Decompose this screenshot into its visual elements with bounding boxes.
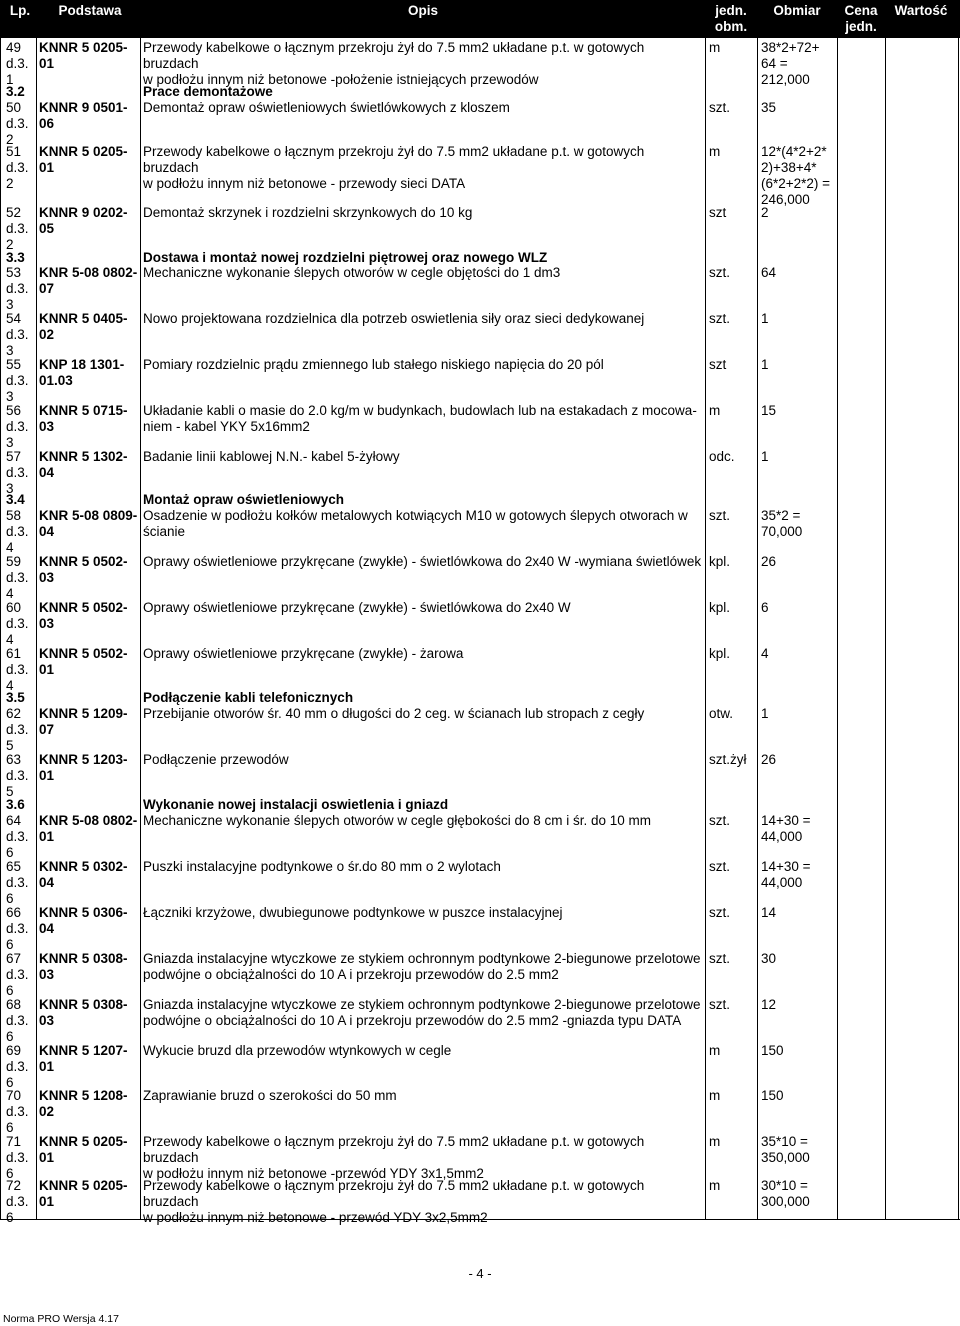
row-description: Przewody kabelkowe o łącznym przekroju żył do 7.5 mm2 układane p.t. w gotowych bruzdach w podłożu innym niż betonowe - przewody sieci DATA [143,144,645,191]
row-unit: otw. [709,706,734,721]
row-basis: KNNR 5 0308- 03 [39,951,128,982]
row-number: 54 d.3. 3 [6,311,29,358]
footer-software: Norma PRO Wersja 4.17 [3,1313,119,1325]
row-quantity: 35*10 = 350,000 [761,1134,810,1165]
grid-line [705,38,706,1219]
row-unit: szt. [709,905,731,920]
row-quantity: 1 [761,311,769,326]
header-podstawa: Podstawa [58,3,122,18]
row-number: 49 d.3. 1 [6,40,29,87]
row-unit: m [709,1043,721,1058]
row-description: Wykucie bruzd dla przewodów wtynkowych w cegle [143,1043,452,1058]
row-basis: KNR 5-08 0809- 04 [39,508,138,539]
row-number: 67 d.3. 6 [6,951,29,998]
section-title: Dostawa i montaż nowej rozdzielni piętrowej oraz nowego WLZ [143,250,548,265]
section-number: 3.5 [6,690,25,705]
row-number: 69 d.3. 6 [6,1043,29,1090]
header-obmiar: Obmiar [773,3,821,18]
row-basis: KNR 5-08 0802- 07 [39,265,138,296]
row-basis: KNNR 5 0502- 01 [39,646,128,677]
row-number: 63 d.3. 5 [6,752,29,799]
row-unit: szt. [709,265,731,280]
row-quantity: 30 [761,951,777,966]
row-description: Pomiary rozdzielnic prądu zmiennego lub stałego niskiego napięcia do 20 pól [143,357,604,372]
header-jedn-obm: jedn. obm. [714,3,748,34]
row-quantity: 26 [761,554,777,569]
row-unit: szt [709,357,727,372]
row-quantity: 1 [761,449,769,464]
row-unit: szt. [709,997,731,1012]
row-unit: m [709,1178,721,1193]
row-basis: KNP 18 1301- 01.03 [39,357,125,388]
header-lp: Lp. [9,3,31,18]
row-number: 56 d.3. 3 [6,403,29,450]
row-basis: KNNR 5 1207- 01 [39,1043,128,1074]
row-unit: m [709,1088,721,1103]
row-number: 53 d.3. 3 [6,265,29,312]
row-description: Łączniki krzyżowe, dwubiegunowe podtynkowe w puszce instalacyjnej [143,905,563,920]
row-quantity: 14 [761,905,777,920]
row-unit: m [709,403,721,418]
row-basis: KNNR 5 0205- 01 [39,144,128,175]
row-description: Puszki instalacyjne podtynkowe o śr.do 80 mm o 2 wylotach [143,859,501,874]
section-title: Montaż opraw oświetleniowych [143,492,345,507]
row-unit: odc. [709,449,735,464]
row-basis: KNNR 5 0308- 03 [39,997,128,1028]
row-basis: KNNR 5 0502- 03 [39,554,128,585]
row-description: Przewody kabelkowe o łącznym przekroju żył do 7.5 mm2 układane p.t. w gotowych bruzdach w podłożu innym niż betonowe - przewód YDY 3x2,5mm2 [143,1178,645,1225]
row-quantity: 14+30 = 44,000 [761,859,811,890]
row-description: Demontaż opraw oświetleniowych świetlówkowych z kloszem [143,100,510,115]
row-number: 50 d.3. 2 [6,100,29,147]
row-unit: szt. [709,859,731,874]
section-number: 3.2 [6,84,25,99]
row-unit: m [709,144,721,159]
row-unit: szt.żył [709,752,747,767]
row-description: Podłączenie przewodów [143,752,289,767]
row-description: Przewody kabelkowe o łącznym przekroju żył do 7.5 mm2 układane p.t. w gotowych bruzdach w podłożu innym niż betonowe -przewód YDY 3x1,5mm2 [143,1134,645,1181]
row-basis: KNNR 5 1208- 02 [39,1088,128,1119]
row-unit: szt. [709,951,731,966]
row-basis: KNNR 5 0302- 04 [39,859,128,890]
row-quantity: 35 [761,100,777,115]
row-number: 65 d.3. 6 [6,859,29,906]
row-quantity: 64 [761,265,777,280]
row-basis: KNNR 5 0502- 03 [39,600,128,631]
row-number: 66 d.3. 6 [6,905,29,952]
section-number: 3.4 [6,492,25,507]
row-number: 61 d.3. 4 [6,646,29,693]
section-number: 3.6 [6,797,25,812]
row-quantity: 35*2 = 70,000 [761,508,803,539]
row-description: Przebijanie otworów śr. 40 mm o długości do 2 ceg. w ścianach lub stropach z cegły [143,706,645,721]
row-description: Zaprawianie bruzd o szerokości do 50 mm [143,1088,397,1103]
row-basis: KNR 5-08 0802- 01 [39,813,138,844]
row-basis: KNNR 5 1203- 01 [39,752,128,783]
row-quantity: 14+30 = 44,000 [761,813,811,844]
row-number: 52 d.3. 2 [6,205,29,252]
grid-line [36,38,37,1219]
row-basis: KNNR 5 0405- 02 [39,311,128,342]
section-title: Podłączenie kabli telefonicznych [143,690,354,705]
row-quantity: 38*2+72+ 64 = 212,000 [761,40,820,87]
row-number: 58 d.3. 4 [6,508,29,555]
row-description: Mechaniczne wykonanie ślepych otworów w cegle głębokości do 8 cm i śr. do 10 mm [143,813,651,828]
row-description: Nowo projektowana rozdzielnica dla potrzeb oswietlenia siły oraz sieci dedykowanej [143,311,645,326]
row-basis: KNNR 5 0205- 01 [39,1134,128,1165]
row-number: 57 d.3. 3 [6,449,29,496]
row-basis: KNNR 5 1209- 07 [39,706,128,737]
row-description: Oprawy oświetleniowe przykręcane (zwykłe) - żarowa [143,646,464,661]
row-unit: szt. [709,813,731,828]
row-quantity: 2 [761,205,769,220]
row-unit: m [709,1134,721,1149]
grid-line [0,38,1,1219]
row-basis: KNNR 5 0306- 04 [39,905,128,936]
row-basis: KNNR 5 1302- 04 [39,449,128,480]
row-unit: m [709,40,721,55]
table-header [0,0,960,38]
row-number: 71 d.3. 6 [6,1134,29,1181]
row-number: 60 d.3. 4 [6,600,29,647]
row-description: Układanie kabli o masie do 2.0 kg/m w budynkach, budowlach lub na estakadach z mocowa- niem - kabel YKY 5x16mm2 [143,403,697,434]
row-number: 68 d.3. 6 [6,997,29,1044]
row-unit: szt. [709,508,731,523]
row-unit: kpl. [709,646,731,661]
row-unit: szt. [709,100,731,115]
row-basis: KNNR 5 0715- 03 [39,403,128,434]
row-quantity: 1 [761,357,769,372]
header-opis: Opis [407,3,438,18]
row-description: Przewody kabelkowe o łącznym przekroju żył do 7.5 mm2 układane p.t. w gotowych bruzdach w podłożu innym niż betonowe -położenie istniejących przewodów [143,40,645,87]
row-description: Mechaniczne wykonanie ślepych otworów w cegle objętości do 1 dm3 [143,265,561,280]
grid-line [140,38,141,1219]
section-title: Wykonanie nowej instalacji oswietlenia i gniazd [143,797,449,812]
grid-line [958,38,959,1219]
section-title: Prace demontażowe [143,84,273,99]
row-number: 62 d.3. 5 [6,706,29,753]
row-quantity: 6 [761,600,769,615]
row-description: Gniazda instalacyjne wtyczkowe ze stykiem ochronnym podtynkowe 2-biegunowe przelotowe podwójne o obciążalności do 10 A i przekroju przewodów do 2.5 mm2 [143,951,701,982]
row-number: 59 d.3. 4 [6,554,29,601]
header-cena: Cena jedn. [844,3,878,34]
row-description: Oprawy oświetleniowe przykręcane (zwykłe) - świetlówkowa do 2x40 W -wymiana świetlówek [143,554,702,569]
row-number: 55 d.3. 3 [6,357,29,404]
grid-line [885,38,886,1219]
row-unit: szt [709,205,727,220]
row-quantity: 26 [761,752,777,767]
row-number: 70 d.3. 6 [6,1088,29,1135]
row-quantity: 4 [761,646,769,661]
row-quantity: 12 [761,997,777,1012]
row-quantity: 150 [761,1088,784,1103]
row-quantity: 1 [761,706,769,721]
header-wartosc: Wartość [894,3,948,18]
row-number: 51 d.3. 2 [6,144,29,191]
row-basis: KNNR 9 0501- 06 [39,100,128,131]
row-unit: kpl. [709,600,731,615]
page-number: - 4 - [468,1266,492,1281]
row-quantity: 12*(4*2+2* 2)+38+4* (6*2+2*2) = 246,000 [761,144,831,207]
section-number: 3.3 [6,250,25,265]
row-description: Osadzenie w podłożu kołków metalowych kotwiących M10 w gotowych ślepych otworach w ścianie [143,508,688,539]
row-basis: KNNR 9 0202- 05 [39,205,128,236]
row-number: 64 d.3. 6 [6,813,29,860]
row-description: Oprawy oświetleniowe przykręcane (zwykłe) - świetlówkowa do 2x40 W [143,600,571,615]
row-quantity: 15 [761,403,777,418]
row-description: Badanie linii kablowej N.N.- kabel 5-żyłowy [143,449,400,464]
row-description: Demontaż skrzynek i rozdzielni skrzynkowych do 10 kg [143,205,473,220]
row-number: 72 d.3. 6 [6,1178,29,1225]
row-quantity: 30*10 = 300,000 [761,1178,810,1209]
row-description: Gniazda instalacyjne wtyczkowe ze stykiem ochronnym podtynkowe 2-biegunowe przelotowe podwójne o obciążalności do 10 A i przekroju przewodów do 2.5 mm2 -gniazda typu DATA [143,997,701,1028]
row-unit: szt. [709,311,731,326]
row-unit: kpl. [709,554,731,569]
row-basis: KNNR 5 0205- 01 [39,1178,128,1209]
row-quantity: 150 [761,1043,784,1058]
row-basis: KNNR 5 0205- 01 [39,40,128,71]
